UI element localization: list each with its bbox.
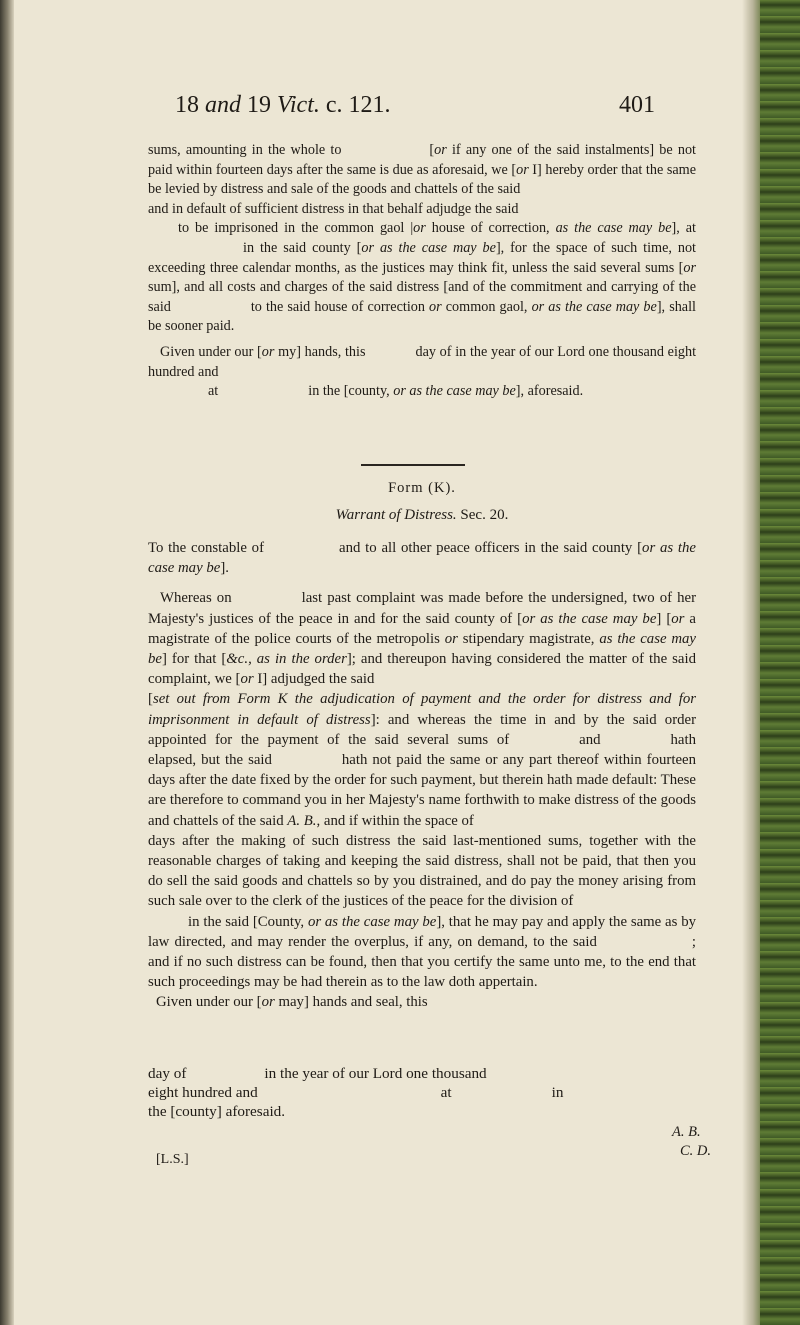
signature-cd: C. D.	[680, 1143, 712, 1159]
section-divider	[361, 464, 465, 466]
order-paragraph: sums, amounting in the whole to [or if any one of the said instalments] be not paid within fourteen days after the same is due as aforesaid, we [or I] hereby order that the same be levied by distress and sale of the goods and chattels of the said and in default of sufficient distress in that behalf adjudge the said to be imprisoned in the common gaol |or house of correction, as the case may be], atin the said county [or as the case may be], for the space of such time, not exceeding three calendar months, as the justices may think fit, unless the said several sums [or sum], and all costs and charges of the said distress [and of the commitment and carrying of the said to the said house of correction or common gaol, or as the case may be], shall be sooner paid.	[148, 142, 697, 335]
given-under-paragraph: Given under our [or my] hands, this day of in the year of our Lord one thousand eight hundred and at in the [county, or as the case may be], aforesaid.	[148, 343, 697, 400]
whereas-paragraph: Whereas on last past complaint was made before the undersigned, two of her Majesty's justices of the peace in and for the said county of [or as the case may be] [or a magistrate of the police courts of the metropolis or stipendary magistrate, as the case may be] for that [&c., as in the order]; and thereupon having considered the matter of the said complaint, we [or I] adjudged the said [set out from Form K the adjudication of payment and the order for distress and for imprisonment in default of distress]: and whereas the time in and by the said order appointed for the payment of the said several sums of and hath elapsed, but the said hath not paid the same or any part thereof within fourteen days after the date fixed by the order for such payment, but therein hath made default: These are therefore to command you in her Majesty's name forthwith to make distress of the goods and chattels of the said A. B., and if within the space of days after the making of such distress the said last-mentioned sums, together with the reasonable charges of taking and keeping the said distress, shall not be paid, that then you do sell the said goods and chattels so by you distrained, and do pay the money arising from such sale over to the clerk of the justices of the peace for the division of in the said [County, or as the case may be], that he may pay and apply the same as by law directed, and may render the overplus, if any, on demand, to the said ; and if no such distress can be found, then that you certify the same unto me, to the end that such proceedings may be had therein as to the law doth appertain. Given under our [or may] hands and seal, this	[148, 590, 697, 1011]
closing-lines	[148, 1064, 696, 1121]
page-header	[175, 92, 655, 126]
page-number: 401	[619, 92, 655, 118]
signature-ab: A. B.	[672, 1124, 701, 1140]
closing-line-3: the [county] aforesaid.	[148, 1103, 286, 1120]
paragraph-order-text	[148, 141, 696, 402]
closing-line-1: day of in the year of our Lord one thousand	[148, 1065, 487, 1082]
closing-line-2: eight hundred and at in	[148, 1084, 564, 1101]
running-head: 18 and 19 Vict. c. 121.	[175, 92, 391, 118]
seal-mark: [L.S.]	[156, 1152, 189, 1167]
book-binding-edge	[758, 0, 800, 1325]
form-subtitle: Warrant of Distress. Sec. 20.	[335, 507, 509, 523]
warrant-text	[148, 538, 696, 1013]
addressee-paragraph: To the constable of and to all other peace officers in the said county [or as the case may be].	[148, 540, 696, 577]
form-title: Form (K).	[388, 480, 456, 496]
